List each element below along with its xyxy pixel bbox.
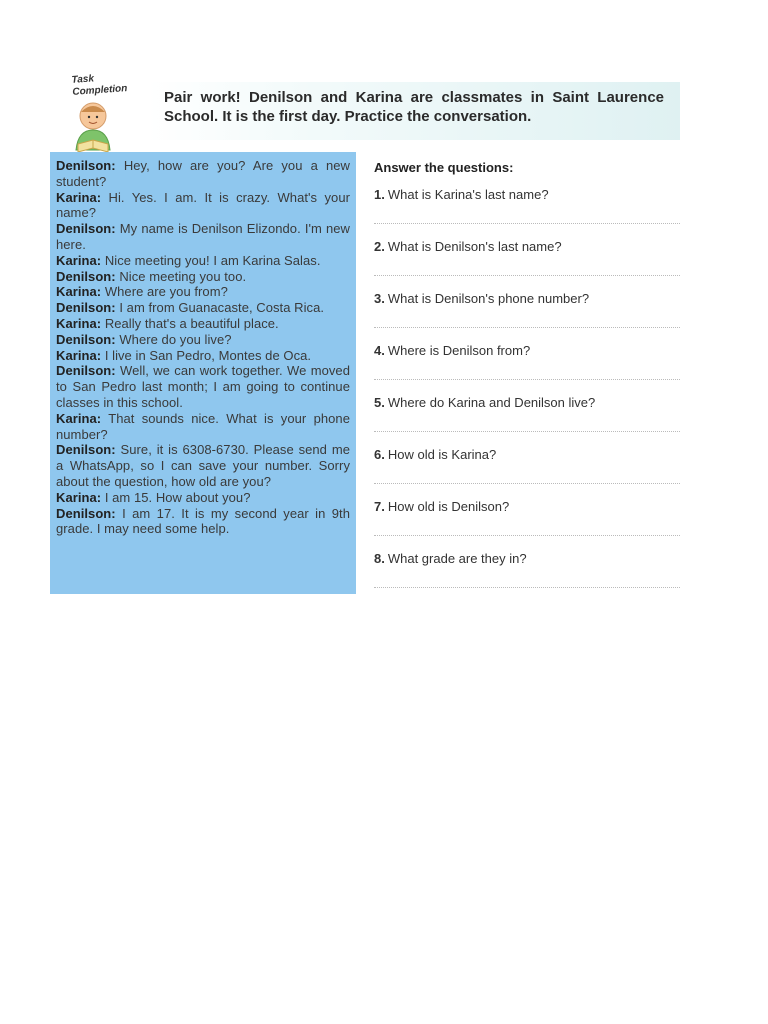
- dialogue-text: Where do you live?: [119, 331, 232, 347]
- speaker-name: Karina:: [56, 315, 102, 331]
- dialogue-line: [56, 316, 350, 332]
- speaker-name: Karina:: [56, 252, 102, 268]
- speaker-name: Karina:: [56, 347, 102, 363]
- task-label: Task Completion: [71, 73, 128, 98]
- student-reading-icon: [62, 72, 148, 156]
- dialogue-text: I am from Guanacaste, Costa Rica.: [119, 300, 325, 316]
- question-number: 6.: [374, 447, 385, 462]
- question-label: What is Denilson's phone number?: [387, 291, 590, 306]
- dialogue-line: [56, 363, 350, 410]
- answer-line[interactable]: [374, 275, 680, 276]
- question-text: [374, 499, 682, 514]
- dialogue-line: [56, 269, 350, 285]
- speaker-name: Karina:: [56, 410, 102, 426]
- question-text: [374, 187, 682, 202]
- question-item: [374, 239, 682, 291]
- question-number: 4.: [374, 343, 385, 358]
- answer-line[interactable]: [374, 379, 680, 380]
- question-label: How old is Karina?: [387, 447, 497, 462]
- dialogue-text: Hey, how are you? Are you a new student?: [56, 158, 350, 189]
- speaker-name: Karina:: [56, 489, 102, 505]
- speaker-name: Denilson:: [56, 158, 116, 173]
- dialogue-text: Hi. Yes. I am. It is crazy. What's your name?: [56, 189, 350, 221]
- dialogue-text: My name is Denilson Elizondo. I'm new here.: [56, 221, 350, 252]
- speaker-name: Denilson:: [56, 268, 116, 284]
- task-completion-badge: [62, 72, 148, 156]
- question-number: 1.: [374, 187, 385, 202]
- question-label: What grade are they in?: [387, 551, 527, 566]
- dialogue-box: [50, 152, 356, 594]
- questions-heading: Answer the questions:: [374, 160, 514, 175]
- dialogue-line: [56, 506, 350, 538]
- answer-line[interactable]: [374, 587, 680, 588]
- question-text: [374, 239, 682, 254]
- dialogue-text: Sure, it is 6308-6730. Please send me a WhatsApp, so I can save your number. Sorry about the question, how old are you?: [56, 442, 350, 489]
- question-label: What is Denilson's last name?: [387, 239, 562, 254]
- question-text: [374, 291, 682, 306]
- question-item: [374, 395, 682, 447]
- speaker-name: Denilson:: [56, 363, 116, 379]
- question-item: [374, 187, 682, 239]
- dialogue-text: That sounds nice. What is your phone number?: [56, 410, 350, 442]
- speaker-name: Denilson:: [56, 221, 116, 237]
- dialogue-line: [56, 442, 350, 489]
- question-number: 2.: [374, 239, 385, 254]
- dialogue-line: [56, 158, 350, 190]
- answer-line[interactable]: [374, 327, 680, 328]
- question-item: [374, 499, 682, 551]
- dialogue-text: Well, we can work together. We moved to San Pedro last month; I am going to continue classes in this school.: [56, 363, 350, 410]
- dialogue-line: [56, 300, 350, 316]
- question-text: [374, 447, 682, 462]
- speaker-name: Karina:: [56, 189, 102, 205]
- dialogue-text: Where are you from?: [104, 284, 228, 300]
- question-number: 5.: [374, 395, 385, 410]
- answer-line[interactable]: [374, 535, 680, 536]
- dialogue-line: [56, 221, 350, 253]
- speaker-name: Denilson:: [56, 505, 116, 521]
- question-number: 8.: [374, 551, 385, 566]
- dialogue-line: [56, 284, 350, 300]
- dialogue-line: [56, 190, 350, 222]
- question-text: [374, 343, 682, 358]
- dialogue-text: I am 17. It is my second year in 9th grade. I may need some help.: [56, 505, 350, 537]
- question-text: [374, 395, 682, 410]
- question-text: [374, 551, 682, 566]
- question-label: How old is Denilson?: [387, 499, 510, 514]
- speaker-name: Denilson:: [56, 331, 116, 347]
- question-item: [374, 447, 682, 499]
- dialogue-line: [56, 490, 350, 506]
- question-item: [374, 343, 682, 395]
- question-item: [374, 291, 682, 343]
- answer-line[interactable]: [374, 431, 680, 432]
- dialogue-line: [56, 332, 350, 348]
- answer-line[interactable]: [374, 223, 680, 224]
- dialogue-text: Really that's a beautiful place.: [104, 315, 279, 331]
- dialogue-text: I am 15. How about you?: [104, 489, 251, 505]
- dialogue-text: I live in San Pedro, Montes de Oca.: [104, 347, 312, 363]
- speaker-name: Denilson:: [56, 442, 116, 458]
- answer-line[interactable]: [374, 483, 680, 484]
- question-label: Where is Denilson from?: [387, 343, 531, 358]
- speaker-name: Karina:: [56, 284, 102, 300]
- questions-panel: [374, 160, 682, 603]
- dialogue-text: Nice meeting you! I am Karina Salas.: [104, 252, 321, 268]
- dialogue-text: Nice meeting you too.: [119, 268, 247, 284]
- instruction-text: Pair work! Denilson and Karina are classmates in Saint Laurence School. It is the first day. Practice the conversation.: [164, 89, 664, 125]
- question-number: 3.: [374, 291, 385, 306]
- dialogue-line: [56, 411, 350, 443]
- dialogue-line: [56, 348, 350, 364]
- question-label: Where do Karina and Denilson live?: [387, 395, 596, 410]
- speaker-name: Denilson:: [56, 300, 116, 316]
- question-label: What is Karina's last name?: [387, 187, 549, 202]
- question-item: [374, 551, 682, 603]
- question-number: 7.: [374, 499, 385, 514]
- dialogue-line: [56, 253, 350, 269]
